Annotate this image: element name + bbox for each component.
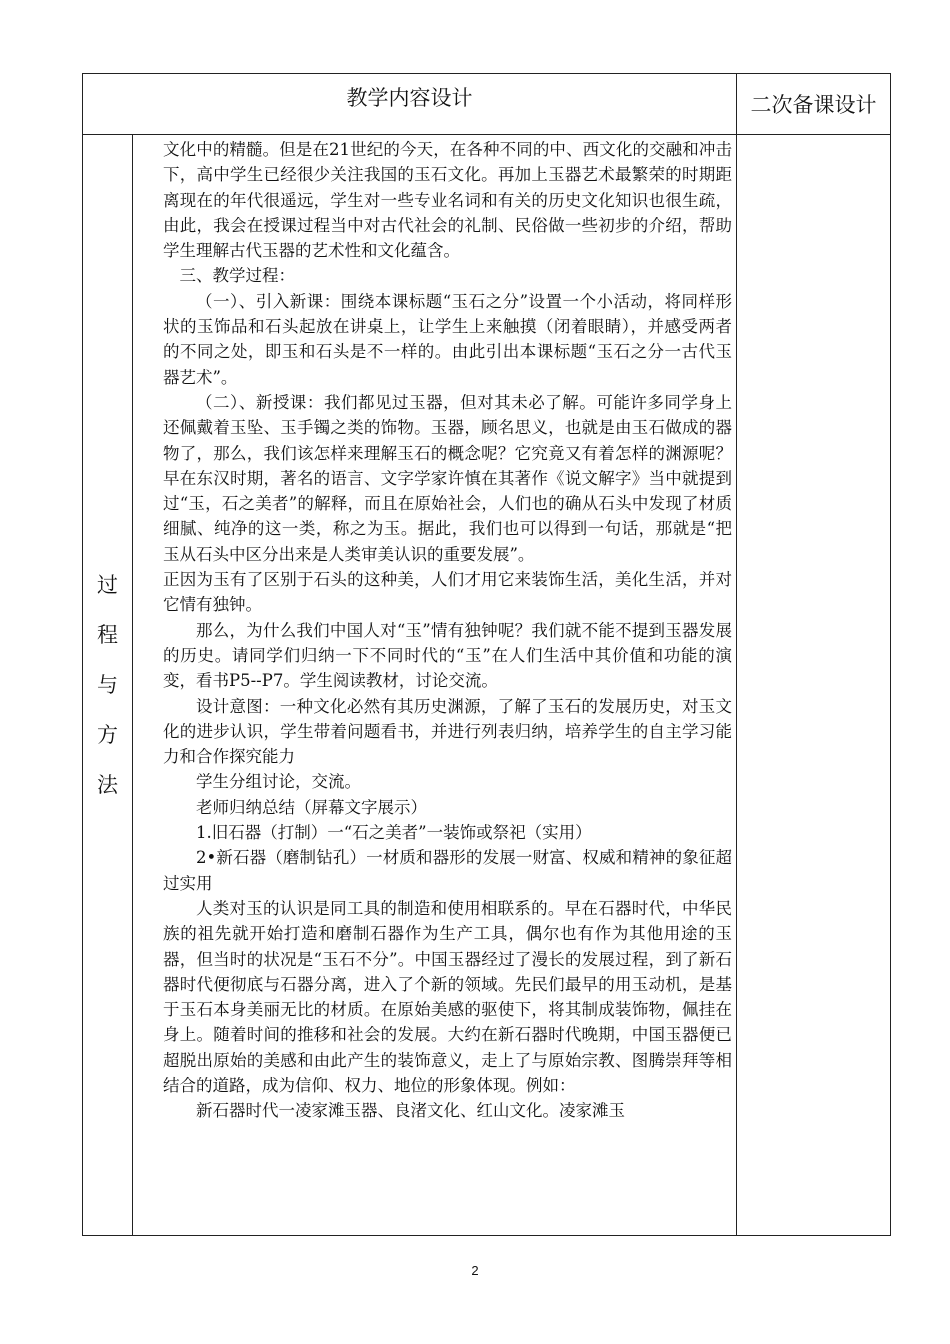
page-number: 2 [471,1263,479,1278]
process-method-label [83,135,133,1236]
content-paragraph: 1.旧石器（打制）一“石之美者”一装饰或祭祀（实用） [196,823,592,843]
content-paragraph: 新石器时代一凌家滩玉器、良渚文化、红山文化。凌家滩玉 [196,1101,625,1121]
content-paragraph: 设计意图：一种文化必然有其历史渊源，了解了玉石的发展历史，对玉文化的进步认识，学生带着问题看书，并进行列表归纳，培养学生的自主学习能力和合作探究能力 [163,696,732,767]
table-header-row [83,74,891,135]
content-paragraph: （一）、引入新课：围绕本课标题“玉石之分”设置一个小活动，将同样形状的玉饰品和石头起放在讲桌上，让学生上来触摸（闭着眼睛），并感受两者的不同之处，即玉和石头是不一样的。由此引出本课标题“玉石之分一古代玉器艺术”。 [163,291,732,387]
content-cell [133,135,737,1236]
content-paragraph: 老师归纳总结（屏幕文字展示） [196,797,427,817]
content-paragraph: （二）、新授课：我们都见过玉器，但对其未必了解。可能许多同学身上还佩戴着玉坠、玉手镯之类的饰物。玉器，顾名思义，也就是由玉石做成的器物了，那么，我们该怎样来理解玉石的概念呢？它究竟又有着怎样的渊源呢？早在东汉时期，著名的语言、文字学家许慎在其著作《说文解字》当中就提到过“玉，石之美者”的解释，而且在原始社会，人们也的确从石头中发现了材质细腻、纯净的这一类，称之为玉。据此，我们也可以得到一句话，那就是“把玉从石头中区分出来是人类审美认识的重要发展”。 [163,392,732,564]
side-label-char: 法 [97,773,118,797]
content-paragraph: 那么，为什么我们中国人对“玉”情有独钟呢？我们就不能不提到玉器发展的历史。请同学们归纳一下不同时代的“玉”在人们生活中其价值和功能的演变，看书P5--P7。学生阅读教材，讨论交流。 [163,620,732,691]
lesson-text [133,135,736,1235]
content-paragraph: 文化中的精髓。但是在21世纪的今天，在各种不同的中、西文化的交融和冲击下，高中学生已经很少关注我国的玉石文化。再加上玉器艺术最繁荣的时期距离现在的年代很遥远，学生对一些专业名词和有关的历史文化知识也很生疏，由此，我会在授课过程当中对古代社会的礼制、民俗做一些初步的介绍，帮助学生理解古代玉器的艺术性和文化蕴含。 [163,140,732,261]
side-label-char: 与 [97,673,118,697]
content-paragraph: 学生分组讨论，交流。 [196,772,361,792]
content-paragraph: 2•新石器（磨制钻孔）一材质和器形的发展一财富、权威和精神的象征超过实用 [163,848,732,893]
side-label-char: 过 [97,573,118,597]
teaching-content-header: 教学内容设计 [83,74,737,135]
content-paragraph: 人类对玉的认识是同工具的制造和使用相联系的。早在石器时代，中华民族的祖先就开始打造和磨制石器作为生产工具，偶尔也有作为其他用途的玉器，但当时的状况是“玉石不分”。中国玉器经过了漫长的发展过程，到了新石器时代便彻底与石器分离，进入了个新的领域。先民们最早的用玉动机，是基于玉石本身美丽无比的材质。在原始美感的驱使下，将其制成装饰物，佩挂在身上。随着时间的推移和社会的发展。大约在新石器时代晚期，中国玉器便已超脱出原始的美感和由此产生的装饰意义，走上了与原始宗教、图腾崇拜等相结合的道路，成为信仰、权力、地位的形象体现。例如： [163,898,732,1095]
secondary-prep-cell [737,135,891,1236]
table-body-row [83,135,891,1236]
content-paragraph: 正因为玉有了区别于石头的这种美，人们才用它来装饰生活，美化生活，并对它情有独钟。 [163,570,732,615]
secondary-prep-header: 二次备课设计 [737,74,891,135]
side-label-char: 程 [97,623,118,647]
content-paragraph: 三、教学过程： [179,266,295,286]
lesson-design-table [82,73,891,1236]
side-label-char: 方 [97,723,118,747]
